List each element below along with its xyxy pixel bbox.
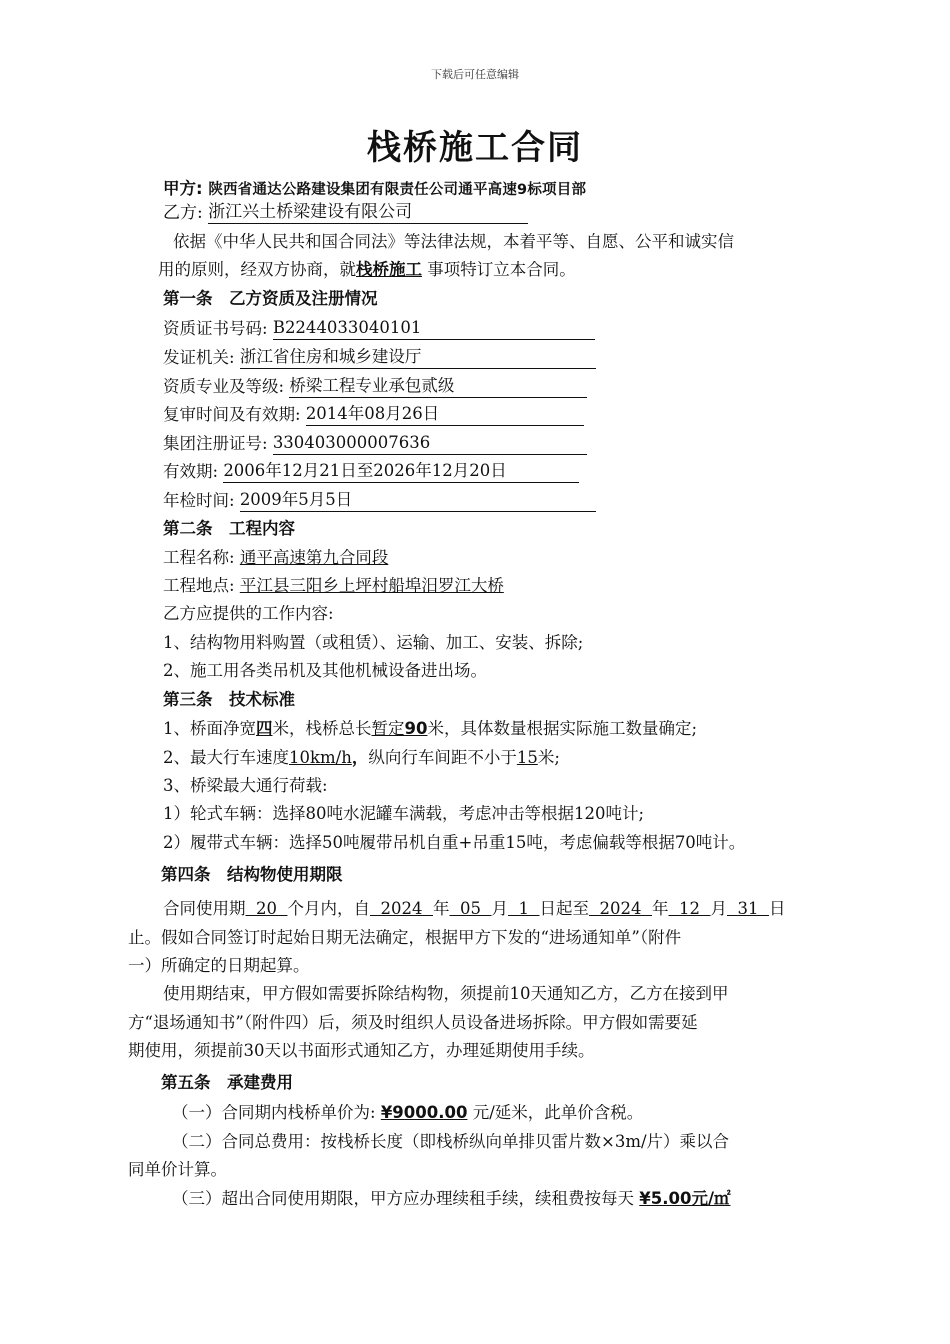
intro-line-1: 依据《中华人民共和国合同法》等法律法规，本着平等、自愿、公平和诚实信 — [173, 232, 734, 251]
art4-text: 个月内，自 — [287, 899, 370, 918]
art1-row — [163, 317, 595, 340]
end-day-value: 31 — [737, 899, 759, 918]
art3-line-2 — [163, 747, 560, 769]
max-speed-value: 10km/h — [289, 748, 352, 767]
page-title: 栈桥施工合同 — [367, 128, 583, 168]
art1-row-label: 发证机关: — [163, 348, 235, 367]
art1-row-field — [289, 375, 587, 398]
art4-text: 月 — [710, 899, 727, 918]
art1-row-label: 有效期: — [163, 462, 219, 481]
unit-price-value: ¥9000.00 — [380, 1103, 468, 1122]
art1-row-field — [273, 317, 595, 340]
art3-text: 纵向行车间距不小于 — [368, 748, 517, 767]
art2-item-2: 2、施工用各类吊机及其他机械设备进出场。 — [163, 661, 487, 680]
art1-row-field — [223, 460, 579, 483]
art1-row — [163, 460, 579, 483]
party-b-field — [208, 201, 528, 224]
party-a — [163, 178, 586, 201]
bridge-length-value: 90 — [404, 719, 428, 738]
art2-scope: 乙方应提供的工作内容: — [163, 604, 334, 623]
art1-row — [163, 432, 587, 455]
art5-clause-2: （二）合同总费用：按栈桥长度（即栈桥纵向单排贝雷片数×3m/片）乘以合 — [172, 1132, 730, 1151]
art4-line-1 — [163, 898, 786, 920]
vehicle-spacing-value: 15 — [516, 748, 538, 767]
art5-text: 元/延米，此单价含税。 — [472, 1103, 644, 1122]
art1-row — [163, 403, 584, 426]
intro-text-a: 用的原则，经双方协商，就 — [158, 260, 356, 279]
art5-heading: 第五条 承建费用 — [161, 1073, 293, 1092]
art2-item-1: 1、结构物用料购置（或租赁）、运输、加工、安装、拆除; — [163, 633, 584, 652]
start-year — [370, 899, 433, 918]
art3-heading: 第三条 技术标准 — [163, 690, 295, 709]
art1-row-value: 2006年12月21日至2026年12月20日 — [223, 461, 507, 480]
art4-text: 年 — [433, 899, 450, 918]
art4-heading: 第四条 结构物使用期限 — [161, 865, 343, 884]
art3-text: 2、最大行车速度 — [163, 748, 289, 767]
art4-line-2: 止。假如合同签订时起始日期无法确定，根据甲方下发的“进场通知单”（附件 — [128, 928, 682, 947]
art1-row-field — [273, 432, 587, 455]
project-name-value: 通平高速第九合同段 — [239, 548, 389, 567]
art1-row-value: 2014年08月26日 — [305, 404, 440, 423]
term-months-value: 20 — [256, 899, 277, 918]
art1-heading: 第一条 乙方资质及注册情况 — [163, 289, 378, 308]
art5-clause-3 — [172, 1188, 730, 1210]
intro-line-2 — [158, 259, 576, 281]
party-b-value: 浙江兴土桥梁建设有限公司 — [208, 202, 413, 222]
bridge-length-note: 暂定 — [371, 719, 405, 738]
art5-clause-1 — [172, 1102, 643, 1124]
art1-row-value: 330403000007636 — [272, 433, 431, 452]
art4-line-4: 使用期结束，甲方假如需要拆除结构物，须提前10天通知乙方，乙方在接到甲 — [163, 984, 729, 1003]
art1-row — [163, 489, 596, 512]
start-month-value: 05 — [460, 899, 481, 918]
art3-line-3: 3、桥梁最大通行荷载: — [163, 776, 328, 795]
art1-row-value: 2009年5月5日 — [239, 490, 353, 509]
art2-project-name — [163, 547, 388, 569]
art1-row-field — [240, 346, 596, 369]
project-name-label: 工程名称: — [163, 548, 235, 567]
end-month-value: 12 — [679, 899, 700, 918]
end-month — [669, 899, 711, 918]
art3-line-1 — [163, 718, 697, 740]
art5-text: （一）合同期内栈桥单价为: — [172, 1103, 376, 1122]
art1-row-label: 年检时间: — [163, 491, 235, 510]
art4-line-3: 一）所确定的日期起算。 — [128, 956, 310, 975]
art3-text: 米; — [537, 748, 560, 767]
start-day-value: 1 — [518, 899, 529, 918]
art1-row-value: 桥梁工程专业承包贰级 — [289, 376, 455, 395]
art4-line-6: 期使用，须提前30天以书面形式通知乙方，办理延期使用手续。 — [128, 1041, 595, 1060]
art4-text: 年 — [652, 899, 669, 918]
art4-text: 日 — [769, 899, 786, 918]
art1-row-label: 资质证书号码: — [163, 319, 268, 338]
art1-row-value: B2244033040101 — [272, 318, 422, 337]
project-site-label: 工程地点: — [163, 576, 235, 595]
header-note: 下载后可任意编辑 — [431, 68, 519, 81]
start-day — [508, 899, 540, 918]
term-months — [246, 899, 288, 918]
intro-subject: 栈桥施工 — [356, 260, 422, 279]
art4-line-5: 方“退场通知书”（附件四）后，须及时组织人员设备进场拆除。甲方假如需要延 — [128, 1013, 698, 1032]
art3-text: 1、桥面净宽 — [163, 719, 256, 738]
project-site-value: 平江县三阳乡上坪村船埠汨罗江大桥 — [239, 576, 504, 595]
art5-clause-2-cont: 同单价计算。 — [128, 1160, 227, 1179]
party-b-label: 乙方: — [163, 203, 203, 223]
art3-text: ， — [351, 748, 369, 767]
art1-row-value: 浙江省住房和城乡建设厅 — [239, 347, 422, 366]
art3-text: 米，具体数量根据实际施工数量确定; — [427, 719, 698, 738]
art4-text: 日起至 — [539, 899, 589, 918]
start-year-value: 2024 — [380, 899, 423, 918]
art3-text: 米，栈桥总长 — [272, 719, 372, 738]
art5-text: （三）超出合同使用期限，甲方应办理续租手续，续租费按每天 — [172, 1189, 634, 1208]
party-b — [163, 201, 528, 224]
art2-project-site — [163, 575, 504, 597]
art2-heading: 第二条 工程内容 — [163, 519, 295, 538]
end-day — [727, 899, 769, 918]
start-month — [450, 899, 492, 918]
end-year — [589, 899, 652, 918]
art1-row — [163, 375, 587, 398]
art4-text: 合同使用期 — [163, 899, 246, 918]
party-a-value: 陕西省通达公路建设集团有限责任公司通平高速9标项目部 — [208, 182, 587, 198]
bridge-width-value: 四 — [256, 719, 273, 738]
end-year-value: 2024 — [599, 899, 642, 918]
art1-row-field — [240, 489, 596, 512]
art3-line-5: 2）履带式车辆：选择50吨履带吊机自重+吊重15吨，考虑偏载等根据70吨计。 — [163, 833, 746, 852]
art1-row-field — [306, 403, 584, 426]
art4-text: 月 — [491, 899, 508, 918]
party-a-label: 甲方: — [163, 179, 203, 198]
art1-row-label: 资质专业及等级: — [163, 377, 285, 396]
intro-text-c: 事项特订立本合同。 — [427, 260, 576, 279]
renewal-fee-value: ¥5.00元/㎡ — [639, 1189, 731, 1208]
art3-line-4: 1）轮式车辆：选择80吨水泥罐车满载，考虑冲击等根据120吨计; — [163, 804, 645, 823]
art1-row-label: 复审时间及有效期: — [163, 405, 301, 424]
art1-row-label: 集团注册证号: — [163, 434, 268, 453]
art1-row — [163, 346, 596, 369]
